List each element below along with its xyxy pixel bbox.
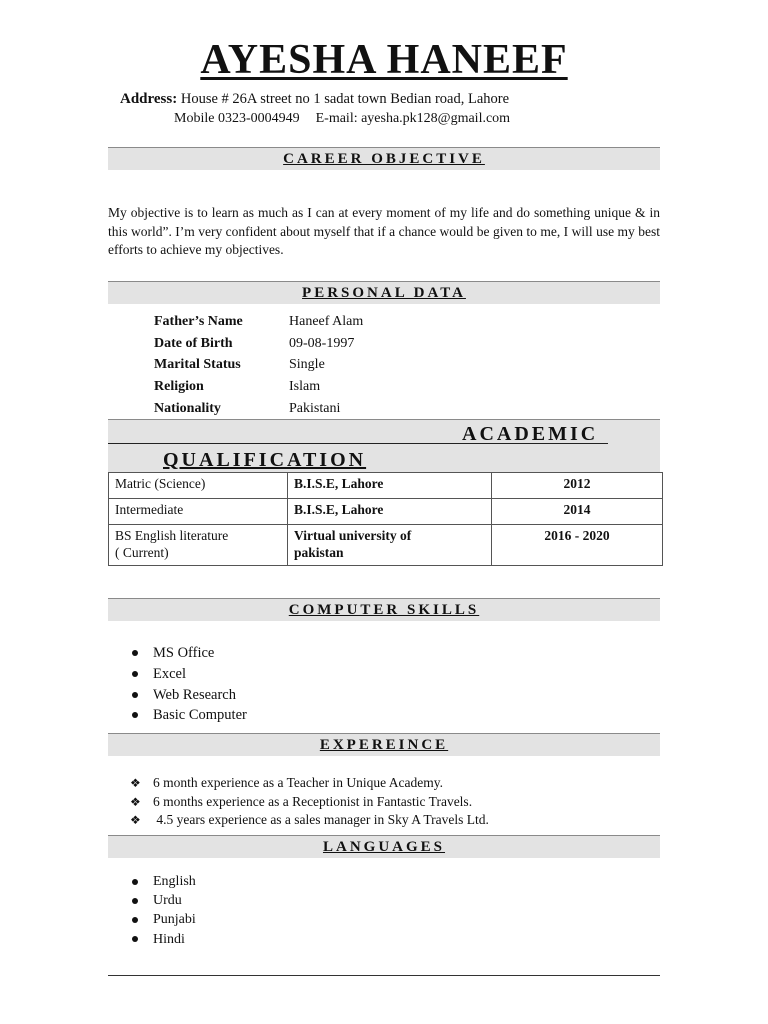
personal-row: [154, 398, 363, 420]
year-cell: 2014: [492, 499, 663, 525]
table-row: [109, 499, 663, 525]
personal-label: Religion: [154, 379, 204, 395]
experience-text: 6 months experience as a Receptionist in Fantastic Travels.: [153, 793, 473, 809]
experience-list: [130, 774, 489, 830]
year-cell: 2012: [492, 473, 663, 499]
experience-text: 6 month experience as a Teacher in Unique Academy.: [153, 775, 443, 790]
board-name-cont: pakistan: [294, 545, 344, 560]
list-item: Hindi: [128, 930, 196, 949]
personal-row: [154, 354, 363, 376]
personal-row: [154, 311, 363, 333]
degree-cell: Intermediate: [109, 499, 288, 525]
personal-label: Father’s Name: [154, 314, 243, 329]
degree-cell: Matric (Science): [109, 473, 288, 499]
board-name: Virtual university of: [294, 528, 412, 543]
candidate-name: AYESHA HANEEF: [200, 37, 568, 83]
experience-heading: EXPEREINCE: [108, 733, 660, 756]
table-row: [109, 473, 663, 499]
board-cell: B.I.S.E, Lahore: [288, 499, 492, 525]
personal-label: Nationality: [154, 400, 221, 416]
list-item: MS Office: [128, 643, 247, 664]
languages-list: [128, 872, 196, 949]
degree-name: BS English literature: [115, 528, 229, 543]
career-objective-heading: CAREER OBJECTIVE: [108, 147, 660, 170]
list-item: Basic Computer: [128, 705, 247, 726]
diamond-bullet-icon: ❖: [130, 813, 141, 827]
personal-label: Marital Status: [154, 357, 241, 373]
contact-line: [174, 111, 510, 127]
diamond-bullet-icon: ❖: [130, 794, 141, 809]
personal-label: Date of Birth: [154, 335, 233, 351]
personal-row: [154, 333, 363, 355]
diamond-bullet-icon: ❖: [130, 776, 141, 790]
qualification-table: [108, 472, 663, 566]
list-item: Punjabi: [128, 910, 196, 929]
list-item: [130, 793, 489, 812]
personal-value: Single: [289, 357, 325, 373]
degree-cell: [109, 525, 288, 566]
list-item: [130, 811, 489, 830]
personal-value: Pakistani: [289, 400, 341, 416]
list-item: Excel: [128, 664, 247, 685]
career-objective-text: My objective is to learn as much as I can at every moment of my life and do something unique & in this world”. I’m very confident about myself that if a chance would be given to me, I will use my best efforts to achieve my objectives.: [108, 205, 660, 257]
personal-value: Islam: [289, 379, 321, 395]
experience-text: 4.5 years experience as a sales manager in Sky A Travels Ltd.: [153, 812, 489, 827]
languages-heading: LANGUAGES: [108, 835, 660, 858]
list-item: [130, 774, 489, 793]
address-line: [120, 91, 509, 108]
list-item: Web Research: [128, 685, 247, 706]
academic-heading: ACADEMIC: [462, 423, 599, 445]
board-cell: [288, 525, 492, 566]
board-cell: B.I.S.E, Lahore: [288, 473, 492, 499]
personal-data-heading: PERSONAL DATA: [108, 281, 660, 304]
address-label: Address:: [120, 91, 178, 107]
mobile-number: Mobile 0323-0004949: [174, 111, 300, 126]
personal-value: Haneef Alam: [289, 314, 364, 329]
personal-data-list: [154, 311, 363, 419]
degree-note: ( Current): [115, 545, 169, 560]
table-row: [109, 525, 663, 566]
personal-row: [154, 376, 363, 398]
email-address: E-mail: ayesha.pk128@gmail.com: [315, 111, 511, 126]
list-item: English: [128, 872, 196, 891]
personal-value: 09-08-1997: [289, 335, 355, 351]
year-cell: 2016 - 2020: [492, 525, 663, 566]
list-item: Urdu: [128, 891, 196, 910]
address-value: House # 26A street no 1 sadat town Bedian road, Lahore: [180, 91, 510, 107]
bottom-divider: [108, 975, 660, 976]
computer-skills-list: [128, 643, 247, 726]
qualification-heading: QUALIFICATION: [163, 449, 367, 471]
computer-skills-heading: COMPUTER SKILLS: [108, 598, 660, 621]
